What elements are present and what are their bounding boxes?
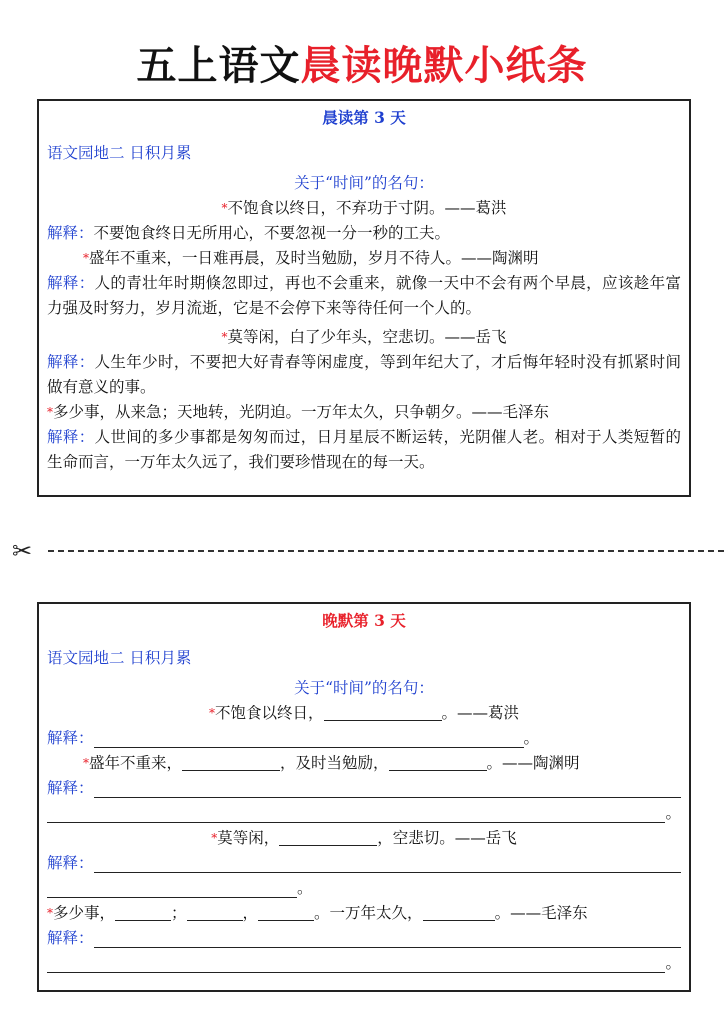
explain-label: 解释：: [47, 729, 94, 747]
page-title: [0, 38, 724, 94]
evening-explain-1: [47, 726, 681, 751]
answer-line[interactable]: [94, 854, 681, 873]
scissors-icon: ✂: [12, 537, 33, 565]
explain-text: 不要饱食终日无所用心，不要忽视一分一秒的工夫。: [93, 224, 451, 242]
explain-label: 解释：: [47, 224, 94, 242]
evening-header: 晚默第 3 天: [322, 611, 406, 630]
morning-card: [37, 99, 691, 497]
cut-line: [12, 538, 724, 564]
evening-explain-2: [47, 776, 681, 801]
evening-explain-3-cont: [47, 876, 681, 901]
explain-label: 解释：: [47, 854, 94, 872]
evening-quote-3: [47, 826, 681, 851]
answer-blank[interactable]: [324, 702, 442, 721]
quote-text: ，及时当勉励，: [280, 754, 389, 772]
evening-explain-4: [47, 926, 681, 951]
star-icon: *: [47, 906, 53, 920]
quote-text: 。——陶渊明: [486, 754, 580, 772]
star-icon: *: [221, 201, 228, 215]
explain-label: 解释：: [47, 428, 95, 446]
evening-card: [37, 602, 691, 992]
morning-explain-3: [47, 350, 681, 400]
star-icon: *: [83, 756, 89, 770]
answer-line[interactable]: [47, 804, 665, 823]
morning-subtitle: 关于“时间”的名句：: [294, 174, 434, 192]
quote-text: 盛年不重来，一日难再晨，及时当勉励，岁月不待人。——陶渊明: [89, 249, 539, 267]
title-part2: 晨读晚默小纸条: [300, 43, 588, 89]
quote-text: 莫等闲，白了少年头，空悲切。——岳飞: [227, 328, 507, 346]
evening-explain-3: [47, 851, 681, 876]
quote-text: ，空悲切。——岳飞: [377, 829, 517, 847]
morning-explain-1: [47, 221, 681, 246]
period-mark: 。: [665, 954, 681, 972]
answer-line[interactable]: [47, 954, 665, 973]
star-icon: *: [83, 251, 89, 265]
explain-text: 人世间的多少事都是匆匆而过，日月星辰不断运转，光阴催人老。相对于人类短暂的生命而言，一万年太久远了，我们要珍惜现在的每一天。: [47, 428, 681, 471]
star-icon: *: [47, 405, 53, 419]
evening-explain-2-cont: [47, 801, 681, 826]
morning-quote-4: [47, 400, 681, 425]
quote-text: 。——毛泽东: [494, 904, 588, 922]
explain-label: 解释：: [47, 274, 95, 292]
quote-text: ，: [242, 904, 259, 922]
morning-explain-4: [47, 425, 681, 475]
explain-label: 解释：: [47, 929, 94, 947]
evening-explain-4-cont: [47, 951, 681, 976]
title-part1: 五上语文: [136, 43, 301, 89]
answer-line[interactable]: [94, 729, 524, 748]
morning-unit: 语文园地二 日积月累: [47, 144, 192, 162]
answer-line[interactable]: [94, 779, 681, 798]
period-mark: 。: [665, 804, 681, 822]
dashed-line: [48, 550, 724, 552]
answer-blank[interactable]: [279, 827, 377, 846]
answer-blank[interactable]: [187, 902, 243, 921]
explain-text: 人的青壮年时期倏忽即过，再也不会重来，就像一天中不会有两个早晨，应该趁年富力强及时努力，岁月流逝，它是不会停下来等待任何一个人的。: [47, 274, 681, 317]
explain-label: 解释：: [47, 353, 95, 371]
answer-blank[interactable]: [258, 902, 314, 921]
star-icon: *: [211, 831, 218, 845]
evening-quote-4: [47, 901, 681, 926]
morning-quote-1: [47, 196, 681, 221]
quote-text: 多少事，从来急；天地转，光阴迫。一万年太久，只争朝夕。——毛泽东: [53, 403, 550, 421]
quote-text: 不饱食以终日，不弃功于寸阴。——葛洪: [227, 199, 507, 217]
evening-quote-2: [47, 751, 681, 776]
quote-text: 盛年不重来，: [89, 754, 183, 772]
quote-text: ；: [171, 904, 187, 922]
morning-quote-3: [47, 325, 681, 350]
explain-label: 解释：: [47, 779, 94, 797]
evening-subtitle: 关于“时间”的名句：: [294, 679, 434, 697]
period-mark: 。: [297, 879, 313, 897]
morning-quote-2: [47, 246, 681, 271]
evening-quote-1: [47, 701, 681, 726]
star-icon: *: [208, 706, 215, 720]
quote-text: 多少事，: [53, 904, 116, 922]
answer-line[interactable]: [94, 929, 681, 948]
star-icon: *: [221, 330, 228, 344]
morning-explain-2: [47, 271, 681, 321]
answer-blank[interactable]: [423, 902, 495, 921]
quote-text: 。一万年太久，: [314, 904, 423, 922]
quote-text: 莫等闲，: [217, 829, 280, 847]
answer-blank[interactable]: [389, 752, 487, 771]
quote-text: 。——葛洪: [441, 704, 520, 722]
quote-text: 不饱食以终日，: [214, 704, 324, 722]
morning-header: 晨读第 3 天: [322, 108, 406, 127]
evening-unit: 语文园地二 日积月累: [47, 649, 192, 667]
answer-line[interactable]: [47, 879, 297, 898]
answer-blank[interactable]: [182, 752, 280, 771]
answer-blank[interactable]: [115, 902, 171, 921]
period-mark: 。: [523, 729, 540, 747]
explain-text: 人生年少时，不要把大好青春等闲虚度，等到年纪大了，才后悔年轻时没有抓紧时间做有意义的事。: [47, 353, 681, 396]
